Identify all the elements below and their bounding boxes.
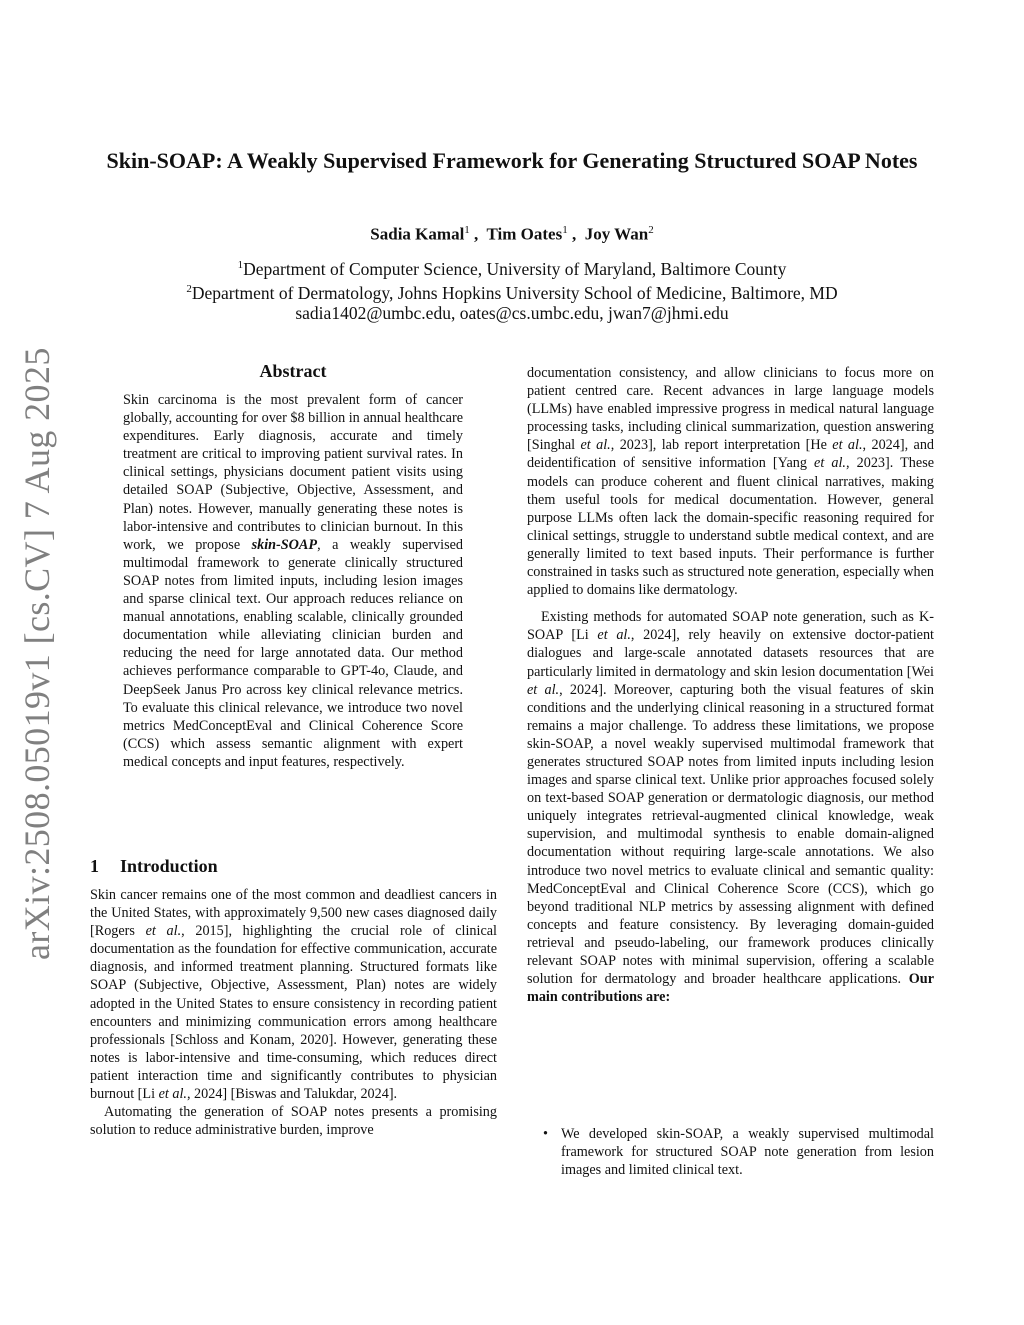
affiliation-text: Department of Computer Science, University of Maryland, Baltimore County <box>243 258 787 279</box>
paragraph-text: , 2024], and deidentification of sensitive information [Yang <box>527 437 935 472</box>
paragraph-text: Existing methods for automated SOAP note generation, such as K-SOAP [Li <box>527 609 934 644</box>
citation-etal: et al. <box>527 681 560 698</box>
intro-paragraph-2-start: Automating the generation of SOAP notes presents a promising solution to reduce administrative burden, improve <box>90 1104 497 1139</box>
paragraph-text: , 2024], rely heavily on extensive doctor-patient dialogues and large-scale annotated datasets resources that are particularly limited in dermatology and skin lesion documentation [Wei <box>527 627 934 680</box>
contribution-list-item <box>527 1125 934 1179</box>
affiliation-mark: 2 <box>186 283 192 295</box>
abstract-text: , a weakly supervised multimodal framework to generate clinically structured SOAP notes from limited inputs, including lesion images and sparse clinical text. Our approach reduces reliance on manual annotations, enabling scalable, clinically grounded documentation while alleviating clinician burden and reducing the need for large annotated data. Our method achieves performance comparable to GPT-4o, Claude, and DeepSeek Janus Pro across key clinical relevance metrics. To evaluate this clinical relevance, we introduce two novel metrics MedConceptEval and Clinical Coherence Score (CCS) which assess semantic alignment with expert medical concepts and input features, respectively. <box>123 536 463 770</box>
abstract-heading: Abstract <box>259 361 327 381</box>
affiliation-mark: 1 <box>237 259 244 271</box>
citation-etal: et al. <box>597 627 631 644</box>
paragraph-text: , 2023]. These models can produce coherent and fluent clinical narratives, making them useful tools for medical documentation. However, general purpose LLMs often lack the domain-specific reasoning required for clinical settings, struggle to understand subtle medical context, and are generally limited to text based inputs. Their performance is further constrained in tasks such as structured note generation, especially when applied to domains like dermatology. <box>527 455 935 599</box>
contribution-text: We developed skin-SOAP, a weakly supervised multimodal framework for structured SOAP note generation from lesion images and limited clinical text. <box>561 1126 934 1179</box>
arxiv-identifier: arXiv:2508.05019v1 [cs.CV] 7 Aug 2025 <box>17 347 57 960</box>
intro-paragraph-2-continued <box>527 364 934 599</box>
abstract-text: Skin carcinoma is the most prevalent form of cancer globally, accounting for over $8 billion in annual healthcare expenditures. Early diagnosis, accurate and timely treatment are critical to improving patient survival rates. In clinical settings, physicians document patient visits using detailed SOAP (Subjective, Objective, Assessment, and Plan) notes. However, manually generating these notes is labor-intensive and contributes to clinician burnout. In this work, we propose <box>123 392 463 553</box>
abstract-emphasis: skin-SOAP <box>251 536 318 553</box>
left-column-body <box>90 886 497 1139</box>
author-emails: sadia1402@umbc.edu, oates@cs.umbc.edu, jwan7@jhmi.edu <box>295 303 729 323</box>
paper-title: Skin-SOAP: A Weakly Supervised Framework for Generating Structured SOAP Notes <box>106 148 918 173</box>
section-number: 1 <box>90 856 99 876</box>
section-title: Introduction <box>120 856 218 876</box>
paragraph-text: , 2023], lab report interpretation [He <box>610 437 833 454</box>
intro-paragraph-3 <box>527 608 934 1006</box>
citation-etal: et al. <box>814 455 846 472</box>
section-heading-introduction <box>90 856 218 877</box>
citation-etal: et al. <box>145 923 182 940</box>
author-name: Tim Oates <box>486 224 563 244</box>
author-affil-mark: 1 <box>464 224 470 236</box>
paragraph-text: , 2024] [Biswas and Talukdar, 2024]. <box>186 1086 398 1103</box>
author-affil-mark: 2 <box>648 224 654 236</box>
citation-etal: et al. <box>158 1086 187 1103</box>
citation-etal: et al. <box>580 437 611 454</box>
author-name: Joy Wan <box>584 224 649 244</box>
author-affil-mark: 1 <box>562 224 568 236</box>
paragraph-text: , 2024]. Moreover, capturing both the visual features of skin conditions and the underlying clinical reasoning in a structured format remains a major challenge. To address these limitations, we propose skin-SOAP, a novel weakly supervised multimodal framework that generates structured SOAP notes from limited inputs including lesion images and sparse clinical text. Unlike prior approaches focused solely on text-based SOAP generation or dermatologic diagnosis, our method uniquely integrates retrieval-augmented clinical knowledge, weak supervision, and multimodal synthesis to enable domain-aligned documentation without requiring large-scale annotations. We also introduce two novel metrics to evaluate clinical and semantic quality: MedConceptEval and Clinical Coherence Score (CCS), which go beyond traditional NLP metrics by assessing alignment with defined concepts and feature consistency. By leveraging domain-guided retrieval and pseudo-labeling, our framework produces clinically relevant SOAP notes with minimal supervision, offering a scalable solution for dermatology and broader healthcare applications. <box>527 681 934 988</box>
contributions-lead: Our main contributions are: <box>527 971 934 1006</box>
paragraph-text: Skin cancer remains one of the most common and deadliest cancers in the United States, with approximately 9,500 new cases diagnosed daily [Rogers <box>90 887 497 940</box>
bullet-marker: • <box>543 1126 548 1142</box>
affiliation-text: Department of Dermatology, Johns Hopkins University School of Medicine, Baltimore, MD <box>191 282 838 303</box>
intro-paragraph-1 <box>90 886 497 1103</box>
author-name: Sadia Kamal <box>370 224 465 244</box>
citation-etal: et al. <box>832 437 863 454</box>
right-column-body <box>527 364 934 1006</box>
paragraph-text: documentation consistency, and allow clinicians to focus more on patient centred care. Recent advances in large language models (LLMs) have enabled impressive progress in medical natural language processing tasks, including clinical summarization, question answering [Singhal <box>527 365 934 454</box>
paragraph-text: , 2015], highlighting the crucial role of clinical documentation as the foundation for effective communication, accurate diagnosis, and informed treatment planning. Structured formats like SOAP (Subjective, Objective, Assessment, Plan) notes are widely adopted in the United States to ensure consistency in recording patient encounters and minimizing communication errors among healthcare professionals [Schloss and Konam, 2020]. However, generating these notes is labor-intensive and time-consuming, which reduces direct patient interaction time and significantly contributes to physician burnout [Li <box>90 923 498 1103</box>
author-list: Sadia Kamal$^1$ , Tim Oates$^1$ , Joy Wan$^2$ <box>370 224 654 244</box>
abstract-body <box>123 391 463 771</box>
